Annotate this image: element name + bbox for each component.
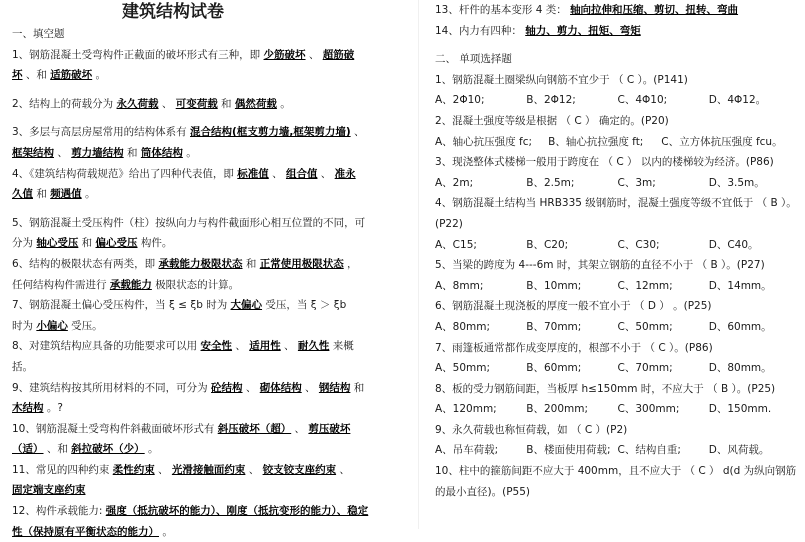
- question-13: 13、杆件的基本变形 4 类： 轴向拉伸和压缩、剪切、扭转、弯曲: [435, 4, 739, 16]
- choice-9: 9、永久荷载也称恒荷载，如 （ C ）(P2) A、吊车荷载; B、楼面使用荷载; C、结构自重; D、风荷载。: [435, 423, 770, 457]
- choice-6: 6、钢筋混凝土现浇板的厚度一般不宜小于 （ D ） 。(P25) A、80mm; B、70mm; C、50mm; D、60mm。: [435, 300, 772, 333]
- section-heading-choice: 二、 单项选择题: [435, 53, 512, 66]
- question-14: 14、内力有四种： 轴力、剪力、扭矩、弯矩: [435, 24, 641, 37]
- choice-4: 4、钢筋混凝土结构当 HRB335 级钢筋时，混凝土强度等级不宜低于 （ B ）。 (P22) A、C15; B、C20; C、C30; D、C40。: [435, 197, 797, 251]
- question-2: 2、结构上的荷载分为 永久荷载 、 可变荷载 和 偶然荷载 。: [12, 97, 291, 110]
- question-8: 8、对建筑结构应具备的功能要求可以用 安全性 、 适用性 、 耐久性 来概 括。: [12, 340, 354, 373]
- question-3: 3、多层与高层房屋常用的结构体系有 混合结构(框支剪力墙,框架剪力墙) 、 框架结构 、 剪力墙结构 和 筒体结构 。: [12, 126, 365, 159]
- choice-10: 10、柱中的箍筋间距不应大于 400mm，且不应大于 （ C ） d(d 为纵向钢筋 的最小直径)。(P55): [435, 465, 797, 498]
- question-11: 11、常见的四种约束 柔性约束 、 光滑接触面约束 、 铰支铰支座约束 、 固定端支座约束: [12, 463, 350, 497]
- question-4: 4、《建筑结构荷载规范》给出了四种代表值，即 标准值 、 组合值 、 准永 久值 和 频遇值 。: [12, 167, 356, 201]
- choice-7: 7、雨篷板通常都作成变厚度的，根部不小于 （ C ）。(P86) A、50mm; B、60mm; C、70mm; D、80mm。: [435, 341, 772, 375]
- page-title: 建筑结构试卷: [122, 2, 224, 22]
- page-divider: [418, 0, 419, 529]
- question-9: 9、建筑结构按其所用材料的不同，可分为 砼结构 、 砌体结构 、 钢结构 和 木结构 。?: [12, 381, 365, 415]
- question-5: 5、钢筋混凝土受压构件（柱）按纵向力与构件截面形心相互位置的不同，可 分为 轴心受压 和 偏心受压 构件。: [12, 216, 366, 250]
- choice-2: 2、混凝土强度等级是根据 （ C ） 确定的。(P20) A、轴心抗压强度 fc; B、轴心抗拉强度 ft; C、立方体抗压强度 fcu。: [435, 114, 783, 148]
- right-column: [435, 0, 800, 502]
- choice-1: 1、钢筋混凝土圈梁纵向钢筋不宜少于 （ C ）。(P141) A、2Φ10; B、2Φ12; C、4Φ10; D、4Φ12。: [435, 73, 767, 107]
- left-column: [12, 0, 382, 542]
- section-heading-fill: 一、填空题: [12, 28, 65, 40]
- choice-5: 5、当梁的跨度为 4---6m 时，其架立钢筋的直径不小于 （ B ）。(P27) A、8mm; B、10mm; C、12mm; D、14mm。: [435, 259, 772, 292]
- question-7: 7、钢筋混凝土偏心受压构件，当 ξ ≤ ξb 时为 大偏心 受压，当 ξ ＞ ξb 时为 小偏心 受压。: [12, 299, 347, 332]
- choice-8: 8、板的受力钢筋间距，当板厚 h≤150mm 时，不应大于 （ B ）。(P25) A、120mm; B、200mm; C、300mm; D、150mm.: [435, 382, 776, 416]
- question-10: 10、钢筋混凝土受弯构件斜截面破坏形式有 斜压破坏（超） 、 剪压破坏 （适） 、和 斜拉破坏（少） 。: [12, 422, 351, 456]
- question-12: 12、构件承载能力: 强度（抵抗破坏的能力）、刚度（抵抗变形的能力）、稳定 性（保持原有平衡状态的能力） 。: [12, 505, 369, 538]
- question-1: 1、钢筋混凝土受弯构件正截面的破坏形式有三种，即 少筋破坏 、 超筋破 坏 、和 适筋破坏 。: [12, 48, 355, 82]
- choice-3: 3、现浇整体式楼梯一般用于跨度在 （ C ） 以内的楼梯较为经济。(P86) A、2m; B、2.5m; C、3m; D、3.5m。: [435, 156, 774, 189]
- question-6: 6、结构的极限状态有两类，即 承载能力极限状态 和 正常使用极限状态 ， 任何结构构件需进行 承载能力 极限状态的计算。: [12, 257, 358, 291]
